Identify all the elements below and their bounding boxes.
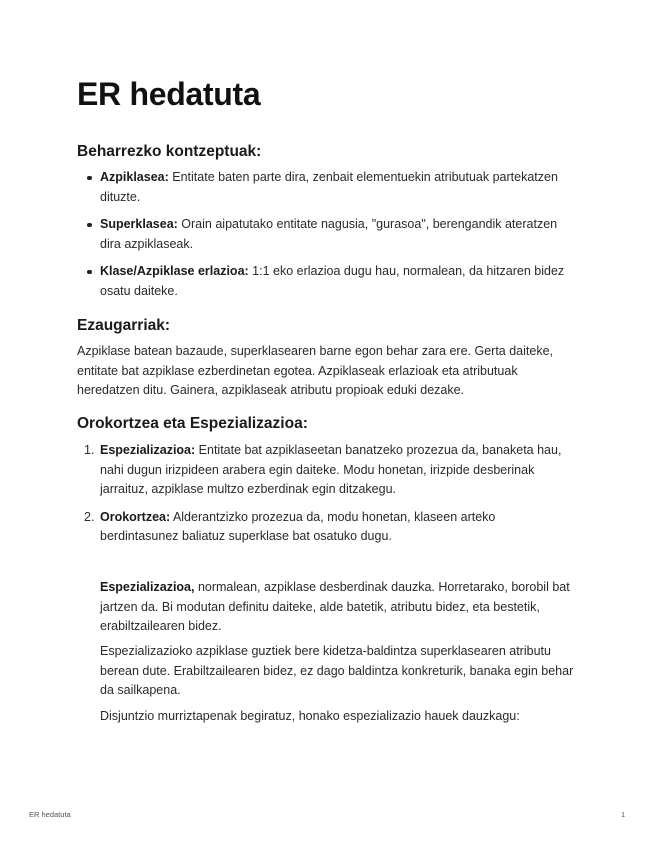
list-item — [77, 508, 577, 547]
specialization-paragraph-2: Espezializazioko azpiklase guztiek bere kidetza-baldintza superklasearen atributu berean dute. Erabiltzailearen bidez, ez dago baldintza konkreturik, banaka egin behar da sailkapena. — [100, 644, 574, 697]
footer-title: ER hedatuta — [29, 810, 71, 819]
term-description: 1:1 eko erlazioa dugu hau, normalean, da hitzaren bidez osatu daiteke. — [100, 264, 565, 298]
list-item — [77, 215, 577, 254]
term-description: Alderantzizko prozezua da, modu honetan, klaseen arteko berdintasunez baliatuz superklase bat osatuko dugu. — [100, 509, 496, 543]
section-heading-concepts: Beharrezko kontzeptuak: — [77, 143, 262, 160]
item-number: 1. — [84, 443, 95, 457]
term-label: Azpiklasea: — [100, 170, 169, 184]
paragraph-text: normalean, azpiklase desberdinak dauzka. Horretarako, borobil bat jartzen da. Bi modutan definitu daiteke, alde batetik, atributu bidez, eta bestetik, erabiltzailearen bidez. — [100, 580, 570, 633]
page-number: 1 — [621, 810, 626, 819]
concepts-list — [77, 168, 577, 301]
generalization-list — [77, 441, 577, 547]
term-label: Orokortzea: — [100, 509, 171, 524]
list-item — [77, 262, 577, 301]
features-paragraph: Azpiklase batean bazaude, superklasearen barne egon behar zara ere. Gerta daiteke, entitate bat azpiklase ezberdinetan egotea. Azpiklaseak erlazioak eta atributuak heredatzen ditu. Gainera, azpiklaseak atributu propioak eduki dezake. — [77, 344, 554, 397]
term-label: Klase/Azpiklase erlazioa: — [100, 264, 249, 278]
specialization-paragraph-1 — [100, 578, 578, 637]
term-label: Espezializazioa: — [100, 443, 196, 457]
list-item — [77, 441, 577, 500]
term-description: Orain aipatutako entitate nagusia, "gurasoa", berengandik ateratzen dira azpiklaseak. — [100, 217, 558, 251]
term-label: Superklasea: — [100, 217, 178, 231]
page-title: ER hedatuta — [77, 76, 261, 112]
term-label: Espezializazioa, — [100, 580, 195, 594]
specialization-paragraph-3: Disjuntzio murriztapenak begiratuz, honako espezializazio hauek dauzkagu: — [100, 709, 520, 723]
item-number: 2. — [84, 509, 95, 524]
section-heading-features: Ezaugarriak: — [77, 317, 171, 334]
term-description: Entitate bat azpiklaseetan banatzeko prozezua da, banaketa hau, nahi dugun irizpideen arabera egin daiteke. Modu honetan, irizpide desberinak jarraituz, azpiklase multzo ezberdinak egin ditzakegu. — [100, 443, 562, 496]
section-heading-generalization: Orokortzea eta Espezializazioa: — [77, 415, 308, 432]
list-item — [77, 168, 577, 207]
term-description: Entitate baten parte dira, zenbait elementuekin atributuak partekatzen dituzte. — [100, 170, 558, 204]
